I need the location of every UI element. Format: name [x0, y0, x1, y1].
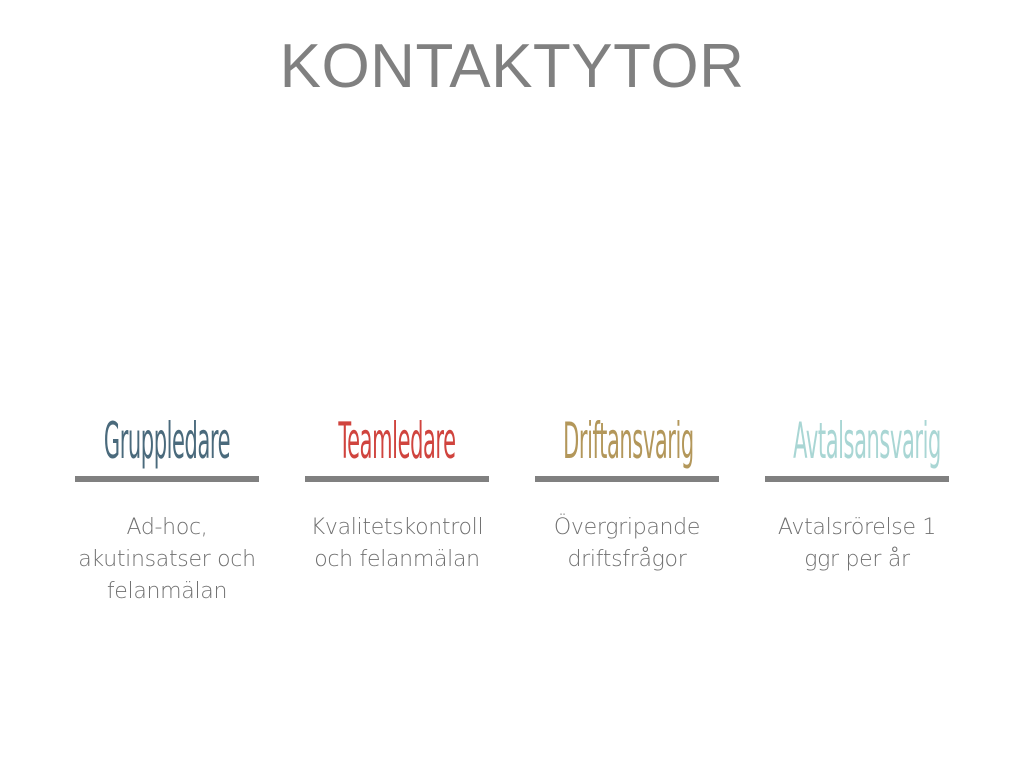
- column-divider: [305, 476, 489, 482]
- column-description-driftansvarig: Övergripande driftsfrågor: [553, 515, 701, 572]
- column-divider: [765, 476, 949, 482]
- contact-columns: [75, 408, 949, 628]
- column-heading-avtalsansvarig: Avtalsansvarig: [793, 412, 941, 470]
- column-description-teamledare: Kvalitetskontroll och felanmälan: [310, 515, 484, 572]
- column-teamledare: [305, 408, 489, 576]
- column-description-avtalsansvarig: Avtalsrörelse 1 ggr per år: [777, 515, 937, 572]
- column-divider: [535, 476, 719, 482]
- column-divider: [75, 476, 259, 482]
- column-description-gruppledare: Ad-hoc, akutinsatser och felanmälan: [78, 515, 256, 604]
- column-heading-teamledare: Teamledare: [338, 412, 456, 470]
- slide-title: KONTAKTYTOR: [279, 32, 745, 101]
- column-driftansvarig: [535, 408, 719, 576]
- column-gruppledare: [75, 408, 259, 608]
- column-avtalsansvarig: [765, 408, 949, 576]
- column-heading-driftansvarig: Driftansvarig: [563, 412, 694, 470]
- column-heading-gruppledare: Gruppledare: [103, 412, 231, 470]
